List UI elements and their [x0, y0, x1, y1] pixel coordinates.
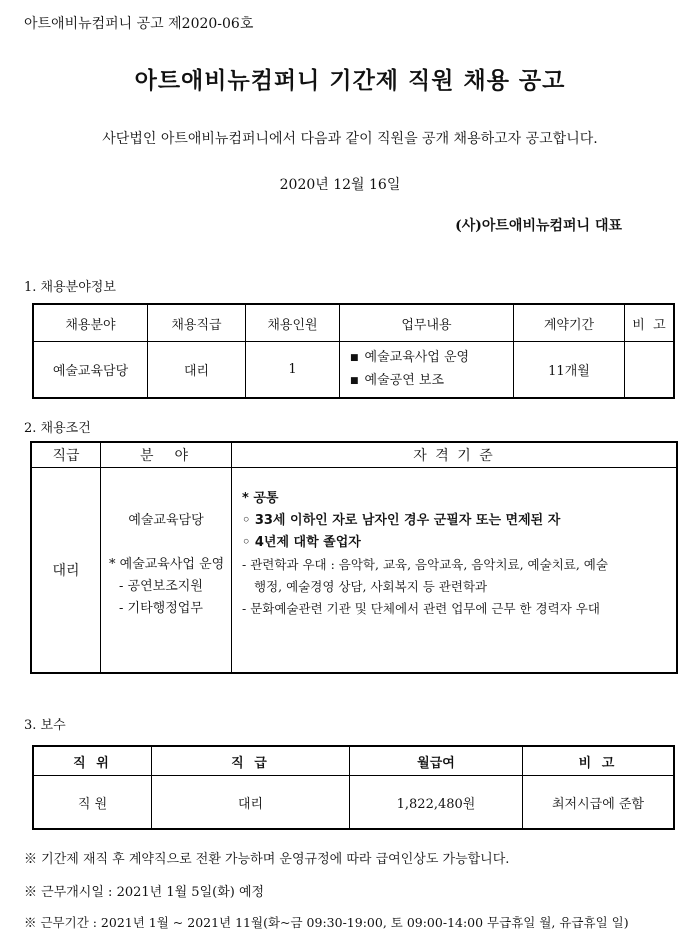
header-cell: 직 급 [152, 746, 350, 776]
position-cell: 직 원 [33, 776, 152, 830]
qualification-cell [232, 468, 678, 674]
header-cell: 채용인원 [246, 304, 340, 342]
header-cell: 분 야 [101, 442, 232, 468]
preference: - 관련학과 우대 : 음악학, 교육, 음악교육, 음악치료, 예술치료, 예술 [242, 557, 608, 572]
header-cell: 계약기간 [514, 304, 625, 342]
requirement: ◦ 33세 이하인 자로 남자인 경우 군필자 또는 면제된 자 [242, 513, 561, 528]
field-detail: - 기타행정업무 [119, 601, 203, 616]
notice-date: 2020년 12월 16일 [279, 177, 401, 193]
field-cell: 예술교육담당 [33, 342, 148, 399]
header-cell: 월급여 [350, 746, 523, 776]
field-detail: * 예술교육사업 운영 [109, 557, 225, 572]
common-label: * 공통 [242, 491, 279, 506]
requirement: ◦ 4년제 대학 졸업자 [242, 535, 361, 550]
duties-cell [340, 342, 514, 399]
table-header-row [33, 746, 674, 776]
table-header-row [33, 304, 674, 342]
grade-cell: 대리 [152, 776, 350, 830]
table-row [33, 776, 674, 830]
header-cell: 채용직급 [148, 304, 246, 342]
header-cell: 채용분야 [33, 304, 148, 342]
period-cell: 11개월 [514, 342, 625, 399]
header-cell: 업무내용 [340, 304, 514, 342]
table-row [33, 342, 674, 399]
notice-number: 아트애비뉴컴퍼니 공고 제2020-06호 [24, 16, 254, 32]
remark-cell [625, 342, 675, 399]
header-cell: 직 위 [33, 746, 152, 776]
grade-cell: 대리 [148, 342, 246, 399]
header-cell: 비 고 [523, 746, 675, 776]
intro-text: 사단법인 아트애비뉴컴퍼니에서 다음과 같이 직원을 공개 채용하고자 공고합니다. [102, 131, 598, 147]
recruitment-info-table [32, 303, 675, 399]
section2-title: 2. 채용조건 [24, 421, 91, 436]
count-cell: 1 [246, 342, 340, 399]
table-header-row [31, 442, 677, 468]
field-cell [101, 468, 232, 674]
signer: (사)아트애비뉴컴퍼니 대표 [455, 218, 622, 234]
page-title: 아트애비뉴컴퍼니 기간제 직원 채용 공고 [134, 68, 566, 94]
duty-item: ■ 예술교육사업 운영 [350, 347, 513, 370]
conditions-table [30, 441, 678, 674]
note-line: ※ 근무개시일 : 2021년 1월 5일(화) 예정 [24, 885, 265, 900]
note-line: ※ 기간제 재직 후 계약직으로 전환 가능하며 운영규정에 따라 급여인상도 가능합니다. [24, 852, 510, 867]
section1-title: 1. 채용분야정보 [24, 280, 116, 295]
salary-table [32, 745, 675, 830]
section3-title: 3. 보수 [24, 718, 66, 733]
note-line: ※ 근무기간 : 2021년 1월 ~ 2021년 11월(화~금 09:30-19:00, 토 09:00-14:00 무급휴일 월, 유급휴일 일) [24, 915, 629, 930]
preference: 행정, 예술경영 상담, 사회복지 등 관련학과 [254, 579, 488, 594]
remark-cell: 최저시급에 준함 [523, 776, 675, 830]
header-cell: 자 격 기 준 [232, 442, 678, 468]
field-name: 예술교육담당 [128, 513, 204, 528]
grade-cell: 대리 [31, 468, 101, 674]
field-detail: - 공연보조지원 [119, 579, 203, 594]
duty-item: ■ 예술공연 보조 [350, 370, 513, 393]
header-cell: 비 고 [625, 304, 675, 342]
preference: - 문화예술관련 기관 및 단체에서 관련 업무에 근무 한 경력자 우대 [242, 601, 600, 616]
table-row [31, 468, 677, 674]
header-cell: 직급 [31, 442, 101, 468]
salary-cell: 1,822,480원 [350, 776, 523, 830]
